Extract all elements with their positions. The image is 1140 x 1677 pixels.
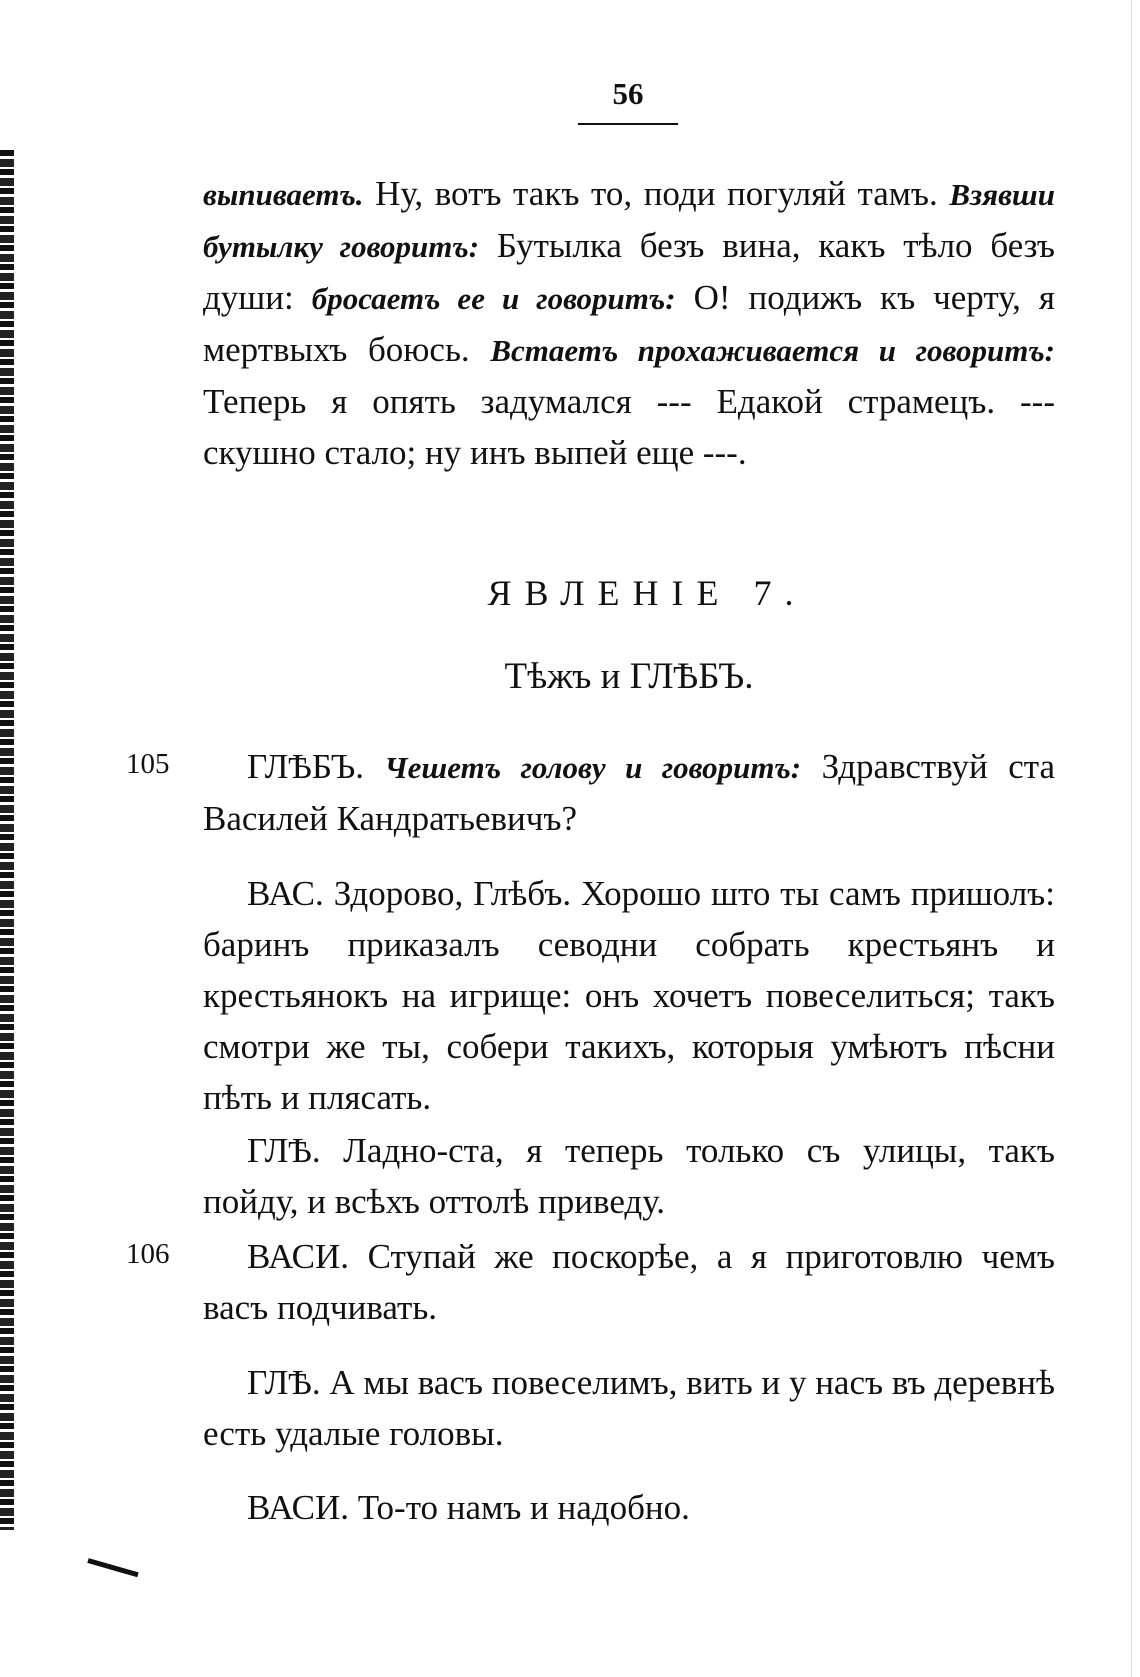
page-number-rule xyxy=(578,123,678,125)
line-number: 105 xyxy=(126,748,170,780)
line-number: 106 xyxy=(126,1238,170,1270)
speaker-name: ГЛѢ. xyxy=(247,1363,321,1402)
dialogue-text xyxy=(203,1125,1055,1227)
speaker-name: ВАСИ. xyxy=(247,1488,350,1527)
speech: А мы васъ повеселимъ, вить и у насъ въ деревнѣ есть удалые головы. xyxy=(203,1363,1056,1453)
dialogue-text xyxy=(203,1357,1055,1459)
ink-smudge xyxy=(87,1558,138,1577)
speech: Здорово, Глѣбъ. Хорошо што ты самъ пришолъ: баринъ приказалъ севодни собрать крестьянъ и крестьянокъ на игрище: онъ хочетъ повеселиться; такъ смотри же ты, собери такихъ, которыя умѣютъ пѣсни пѣть и плясать. xyxy=(203,874,1055,1117)
dialogue-entry xyxy=(203,741,1055,844)
speech: Здравствуй ста Василей Кандратьевичъ? xyxy=(203,747,1055,838)
paragraph-text: Бутылка безъ вина, какъ тѣло безъ души: xyxy=(203,226,1055,317)
opening-paragraph xyxy=(203,168,1055,478)
page-number: 56 xyxy=(612,76,644,111)
paragraph-text: Ну, вотъ такъ то, поди погуляй тамъ. xyxy=(363,174,950,213)
paragraph-text: О! подижъ къ черту, я мертвыхъ боюсь. xyxy=(203,278,1056,369)
speaker-name: ГЛѢ. xyxy=(247,1131,321,1170)
speech: Ладно-ста, я теперь только съ улицы, такъ пойду, и всѣхъ оттолѣ приведу. xyxy=(203,1131,1056,1221)
scene-heading: ЯВЛЕНІЕ 7. xyxy=(487,573,807,613)
dialogue-text xyxy=(203,741,1055,844)
dialogue-entry xyxy=(203,1125,1055,1227)
dialogue-entry xyxy=(203,1231,1055,1333)
speech: То-то намъ и надобно. xyxy=(357,1488,690,1527)
speaker-name: ВАСИ. xyxy=(247,1237,350,1276)
stage-direction: бросаетъ ее и говоритъ: xyxy=(311,281,676,316)
page-edge xyxy=(1131,0,1132,1677)
speaker-name: ГЛѢБЪ. xyxy=(247,747,365,786)
stage-direction: Взявши бутылку говоритъ: xyxy=(203,177,1055,264)
paragraph-text: Теперь я опять задумался --- Едакой страмецъ. --- скушно стало; ну инъ выпей еще ---. xyxy=(203,382,1055,472)
dialogue-text xyxy=(203,1231,1055,1333)
stage-direction: Встаетъ прохаживается и говоритъ: xyxy=(490,333,1056,368)
dialogue-text xyxy=(203,1482,1055,1533)
stage-direction: выпиваетъ. xyxy=(203,177,364,212)
dialogue-text xyxy=(203,868,1055,1123)
dialogue-entry xyxy=(203,1482,1055,1533)
scene-characters: Тѣжъ и ГЛѢБЪ. xyxy=(504,656,754,697)
speech: Ступай же поскорѣе, а я приготовлю чемъ васъ подчивать. xyxy=(203,1237,1055,1327)
opening-paragraph-text xyxy=(203,168,1055,478)
dialogue-entry xyxy=(203,1357,1055,1459)
stage-direction: Чешетъ голову и говоритъ: xyxy=(384,750,802,785)
binding-edge-scan-artifact xyxy=(0,150,14,1530)
dialogue-entry xyxy=(203,868,1055,1123)
speaker-name: ВАС. xyxy=(247,874,324,913)
